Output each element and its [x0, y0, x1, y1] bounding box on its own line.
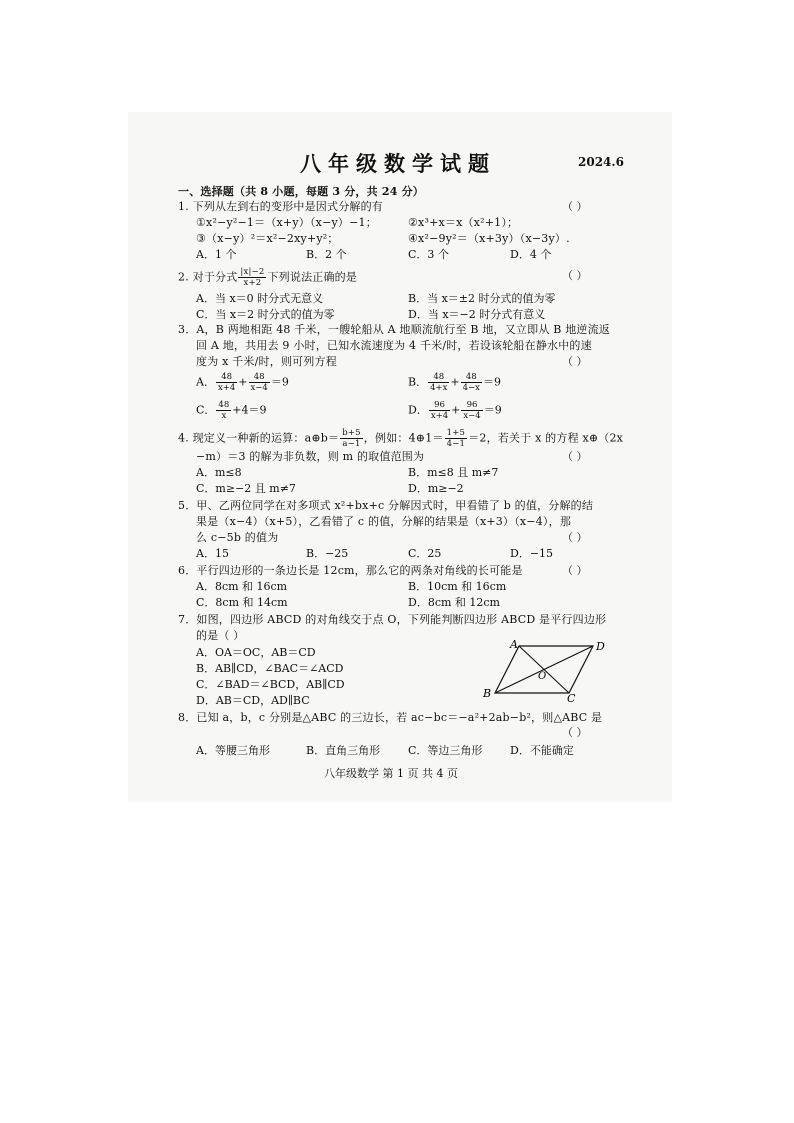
q3-b-num-2: 48 [461, 372, 482, 383]
q6-option-b: B．10cm 和 16cm [408, 580, 507, 593]
q3-c-frac-1 [216, 400, 231, 421]
q6-option-c: C．8cm 和 14cm [196, 596, 288, 609]
q5-line-3: 么 c−5b 的值为 [196, 531, 279, 544]
q3-line-3: 度为 x 千米/时，则可列方程 [196, 355, 337, 368]
q3-a-rhs: ＝9 [270, 375, 289, 389]
q3-d-num-2: 96 [461, 400, 482, 411]
figure-label-a: A [510, 638, 518, 651]
q7-option-b: B．AB∥CD，∠BAC＝∠ACD [196, 662, 344, 675]
figure-label-b: B [483, 687, 492, 700]
q8-option-b: B．直角三角形 [306, 744, 381, 757]
q3-b-op: + [450, 375, 460, 389]
q6-option-a: A．8cm 和 16cm [196, 580, 288, 593]
q2-option-b: B．当 x＝±2 时分式的值为零 [408, 292, 556, 305]
q8-option-c: C．等边三角形 [408, 744, 483, 757]
q3-answer-bracket: （ ） [562, 355, 588, 368]
q3-b-label: B． [408, 375, 428, 389]
q3-b-den-1: 4+x [430, 383, 448, 393]
q3-option-a [196, 372, 289, 393]
q3-d-den-2: x−4 [463, 411, 481, 421]
figure-label-c: C [567, 692, 576, 705]
diagonal-bd [495, 646, 593, 693]
q3-a-den-2: x−4 [250, 383, 268, 393]
q3-b-frac-1 [428, 372, 449, 393]
q2-frac-den: x+2 [243, 278, 262, 288]
q5-option-d: D．−15 [510, 547, 554, 560]
q3-a-label: A． [196, 375, 215, 389]
q1-option-d: D．4 个 [510, 248, 552, 261]
q4-frac-2 [445, 428, 468, 449]
figure-label-d: D [596, 640, 605, 653]
q3-d-den-1: x+4 [430, 411, 449, 421]
q7-line-2: 的是（ ） [196, 629, 245, 642]
q4-line-1 [178, 428, 623, 449]
q5-option-b: B．−25 [306, 547, 349, 560]
q4-frac-1-num: b+5 [342, 428, 361, 438]
q1-option-a: A．1 个 [196, 248, 237, 261]
q4-option-c: C．m≥−2 且 m≠7 [196, 482, 296, 495]
q7-option-d: D．AB＝CD，AD∥BC [196, 694, 310, 707]
q3-c-num-1: 48 [218, 400, 230, 410]
q4-option-a: A．m≤8 [196, 466, 242, 479]
q3-option-d [408, 400, 502, 421]
q3-b-num-1: 48 [428, 372, 449, 383]
q4-line-2: −m）＝3 的解为非负数，则 m 的取值范围为 [196, 450, 425, 463]
q3-c-label: C． [196, 403, 216, 417]
q4-frac-2-num: 1+5 [446, 428, 466, 438]
q2-option-c: C．当 x＝2 时分式的值为零 [196, 308, 335, 321]
q6-option-d: D．8cm 和 12cm [408, 596, 500, 609]
q3-b-den-2: 4−x [462, 383, 480, 393]
q2-option-d: D．当 x＝−2 时分式有意义 [408, 308, 546, 321]
q3-b-rhs: ＝9 [482, 375, 501, 389]
q4-post: ＝2，若关于 x 的方程 x⊕（2x [468, 431, 624, 445]
q1-item-1: ①x²−y²−1＝（x+y）（x−y）−1； [196, 216, 377, 229]
q4-frac-2-den: 4−1 [446, 439, 466, 449]
q3-d-rhs: ＝9 [483, 403, 502, 417]
q3-a-num-1: 48 [216, 372, 237, 383]
q3-c-rhs: +4＝9 [232, 403, 267, 417]
q3-b-frac-2 [461, 372, 482, 393]
q5-option-c: C．25 [408, 547, 442, 560]
q8-answer-bracket: （ ） [562, 726, 588, 739]
q2-frac-num: |x|−2 [240, 267, 265, 277]
exam-date: 2024.6 [578, 155, 624, 169]
q3-a-frac-2 [249, 372, 270, 393]
q1-answer-bracket: （ ） [562, 200, 588, 213]
page-footer: 八年级数学 第 1 页 共 4 页 [324, 767, 458, 780]
q3-d-label: D． [408, 403, 428, 417]
q4-option-d: D．m≥−2 [408, 482, 464, 495]
q3-c-den-1: x [221, 411, 227, 421]
section-heading: 一、选择题（共 8 小题，每题 3 分，共 24 分） [178, 185, 424, 198]
q3-line-1: 3．A，B 两地相距 48 千米，一艘轮船从 A 地顺流航行至 B 地，又立即从 B 地逆流返 [178, 323, 611, 336]
parallelogram-figure [476, 636, 616, 706]
q7-option-c: C．∠BAD＝∠BCD，AB∥CD [196, 678, 345, 691]
q3-line-2: 回 A 地，共用去 9 小时，已知水流速度为 4 千米/时，若设该轮船在静水中的速 [196, 339, 592, 352]
q5-line-2: 果是（x−4）（x+5），乙看错了 c 的值，分解的结果是（x+3）（x−4），那 [196, 515, 572, 528]
q3-a-op: + [238, 375, 248, 389]
q3-d-op: + [451, 403, 461, 417]
page-title: 八年级数学试题 [300, 151, 496, 176]
q7-option-a: A．OA＝OC，AB＝CD [196, 646, 316, 659]
q1-option-c: C．3 个 [408, 248, 449, 261]
q3-d-frac-1 [429, 400, 450, 421]
q3-d-num-1: 96 [429, 400, 450, 411]
q1-stem: 1. 下列从左到右的变形中是因式分解的有 [178, 200, 383, 213]
q4-mid: ，例如：4⊕1＝ [363, 431, 444, 445]
q1-item-2: ②x³+x＝x（x²+1）； [408, 216, 519, 229]
q1-item-4: ④x²−9y²＝（x+3y）（x−3y）. [408, 232, 570, 245]
q2-fraction [238, 267, 266, 288]
q1-item-3: ③（x−y）²＝x²−2xy+y²； [196, 232, 339, 245]
q4-option-b: B．m≤8 且 m≠7 [408, 466, 499, 479]
q2-stem-post: 下列说法正确的是 [267, 270, 358, 284]
q1-option-b: B．2 个 [306, 248, 347, 261]
q3-option-b [408, 372, 501, 393]
q3-d-frac-2 [461, 400, 482, 421]
q4-answer-bracket: （ ） [562, 450, 588, 463]
q3-option-c [196, 400, 266, 421]
q4-frac-1 [340, 428, 363, 449]
q3-a-num-2: 48 [249, 372, 270, 383]
q7-line-1: 7．如图，四边形 ABCD 的对角线交于点 O，下列能判断四边形 ABCD 是平行四边形 [178, 613, 607, 626]
q5-line-1: 5．甲、乙两位同学在对多项式 x²+bx+c 分解因式时，甲看错了 b 的值，分解的结 [178, 499, 594, 512]
q5-option-a: A．15 [196, 547, 229, 560]
q6-stem: 6．平行四边形的一条边长是 12cm，那么它的两条对角线的长可能是 [178, 564, 523, 577]
q3-a-frac-1 [216, 372, 237, 393]
q6-answer-bracket: （ ） [562, 564, 588, 577]
q4-pre: 4. 现定义一种新的运算：a⊕b＝ [178, 431, 340, 445]
q2-stem-pre: 2. 对于分式 [178, 270, 238, 284]
q2-stem [178, 267, 357, 288]
q2-option-a: A．当 x＝0 时分式无意义 [196, 292, 324, 305]
figure-label-o: O [538, 671, 547, 682]
q3-a-den-1: x+4 [217, 383, 236, 393]
q4-frac-1-den: a−1 [342, 439, 361, 449]
q8-option-d: D．不能确定 [510, 744, 574, 757]
q8-option-a: A．等腰三角形 [196, 744, 270, 757]
q2-answer-bracket: （ ） [562, 269, 588, 282]
q8-stem: 8．已知 a，b，c 分别是△ABC 的三边长，若 ac−bc＝−a²+2ab−b²，则△ABC 是 [178, 711, 603, 724]
q5-answer-bracket: （ ） [562, 531, 588, 544]
